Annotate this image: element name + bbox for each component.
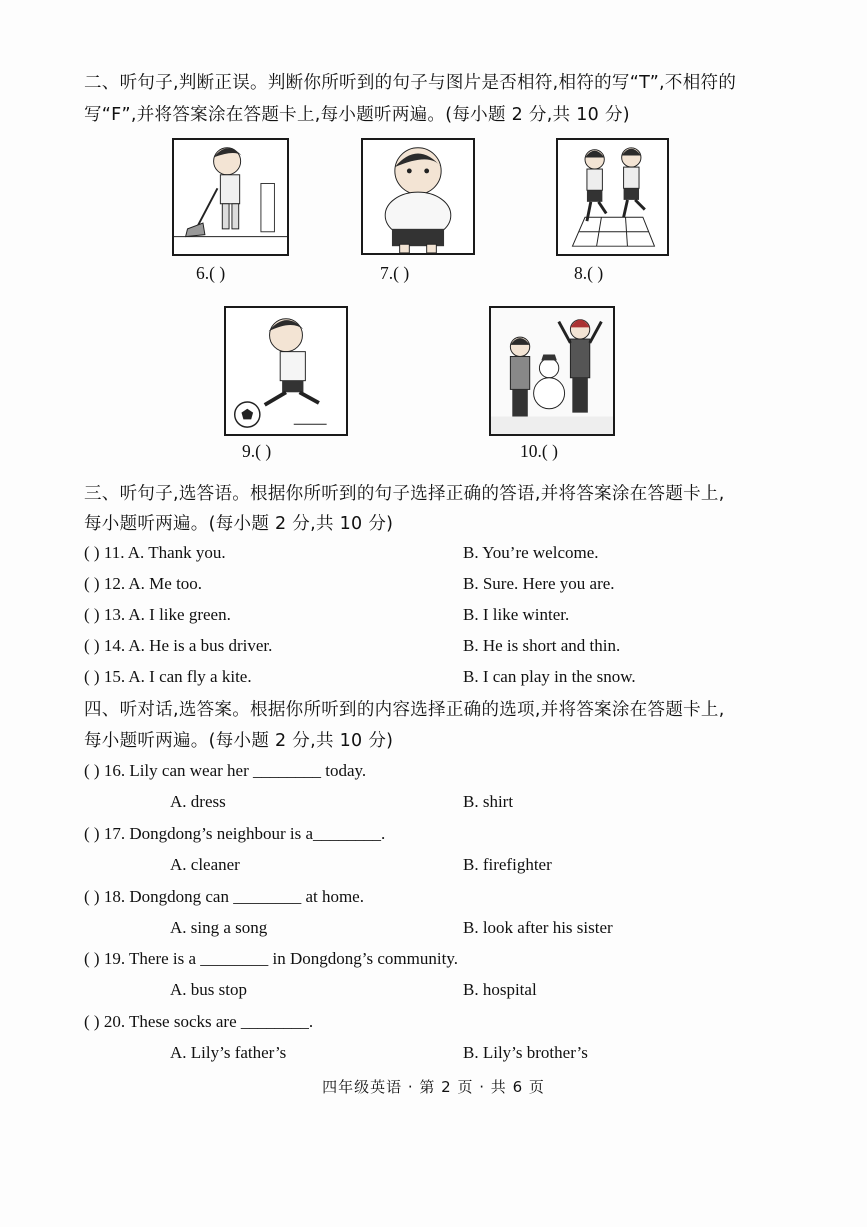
question-13: ( ) 13. A. I like green. [84, 605, 231, 624]
question-16-option-a: A. dress [170, 792, 226, 811]
question-19-stem: ( ) 19. There is a ________ in Dongdong’s community. [84, 949, 458, 968]
section4-instruction-line1: 四、听对话,选答案。根据你所听到的内容选择正确的选项,并将答案涂在答题卡上, [84, 700, 725, 720]
question-15: ( ) 15. A. I can fly a kite. [84, 667, 252, 686]
page-footer: 四年级英语 · 第 2 页 · 共 6 页 [322, 1078, 545, 1096]
caption-6: 6.( ) [196, 263, 226, 283]
question-16-option-b: B. shirt [463, 792, 514, 811]
question-20-stem: ( ) 20. These socks are ________. [84, 1012, 314, 1031]
section3-instruction-line2: 每小题听两遍。(每小题 2 分,共 10 分) [84, 514, 394, 534]
picture-snowman [489, 306, 615, 436]
question-19-option-b: B. hospital [463, 980, 537, 999]
question-12-option-b: B. Sure. Here you are. [463, 574, 615, 593]
question-18-option-a: A. sing a song [170, 918, 268, 937]
question-14: ( ) 14. A. He is a bus driver. [84, 636, 273, 655]
section3-instruction-line1: 三、听句子,选答语。根据你所听到的句子选择正确的答语,并将答案涂在答题卡上, [84, 484, 725, 504]
caption-10: 10.( ) [520, 441, 558, 461]
picture-boys-hopscotch [556, 138, 669, 256]
section2-instruction-line1: 二、听句子,判断正误。判断你所听到的句子与图片是否相符,相符的写“T”,不相符的 [84, 73, 737, 93]
caption-9: 9.( ) [242, 441, 272, 461]
question-12: ( ) 12. A. Me too. [84, 574, 203, 593]
question-17-stem: ( ) 17. Dongdong’s neighbour is a________. [84, 824, 386, 843]
question-15-option-b: B. I can play in the snow. [463, 667, 636, 686]
picture-fat-boy [361, 138, 475, 255]
question-19-option-a: A. bus stop [170, 980, 247, 999]
question-16-stem: ( ) 16. Lily can wear her ________ today. [84, 761, 367, 780]
question-17-option-b: B. firefighter [463, 855, 552, 874]
question-13-option-b: B. I like winter. [463, 605, 570, 624]
question-18-option-b: B. look after his sister [463, 918, 613, 937]
question-11: ( ) 11. A. Thank you. [84, 543, 226, 562]
question-17-option-a: A. cleaner [170, 855, 240, 874]
question-20-option-b: B. Lily’s brother’s [463, 1043, 588, 1062]
picture-boy-sweeping [172, 138, 289, 256]
question-14-option-b: B. He is short and thin. [463, 636, 621, 655]
section4-instruction-line2: 每小题听两遍。(每小题 2 分,共 10 分) [84, 731, 394, 751]
question-20-option-a: A. Lily’s father’s [170, 1043, 287, 1062]
caption-8: 8.( ) [574, 263, 604, 283]
caption-7: 7.( ) [380, 263, 410, 283]
question-18-stem: ( ) 18. Dongdong can ________ at home. [84, 887, 364, 906]
picture-boy-football [224, 306, 348, 436]
section2-instruction-line2: 写“F”,并将答案涂在答题卡上,每小题听两遍。(每小题 2 分,共 10 分) [84, 105, 630, 125]
question-11-option-b: B. You’re welcome. [463, 543, 599, 562]
